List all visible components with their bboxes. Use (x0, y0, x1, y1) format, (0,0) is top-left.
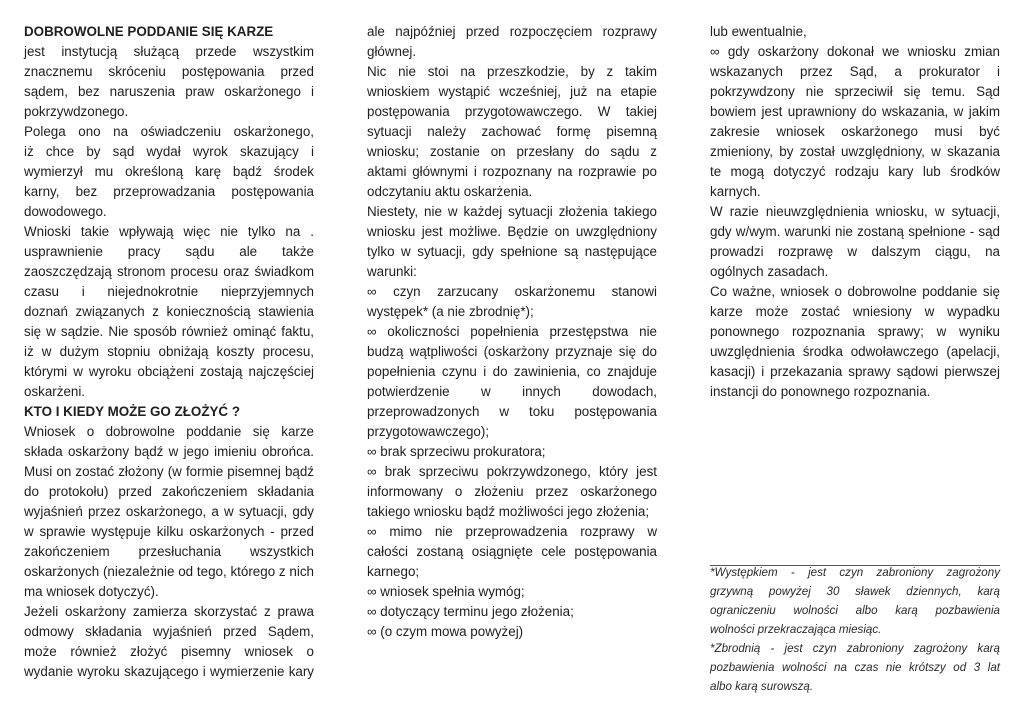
footnote-continuation: albo karą surowszą. (710, 680, 814, 693)
text-line: Wniosek o dobrowolne poddanie się karze (24, 424, 314, 439)
section-heading: KTO I KIEDY MOŻE GO ZŁOŻYĆ ? (24, 404, 240, 419)
text-line: aktami głównymi i rozpoznany na rozprawie po (367, 164, 657, 179)
text-line: prowadzi rozprawę w dalszym ciągu, na (710, 244, 1000, 259)
footnotes (710, 563, 1000, 696)
text-line: ponownego rozpoznania sprawy; w wyniku (710, 324, 1000, 339)
list-item: ∞ brak sprzeciwu prokuratora; (367, 444, 546, 459)
text-line: postępowania przygotowawczego. W takiej (367, 104, 657, 119)
text-line: bowiem jest uprawniony do wskazania, w jakim (710, 104, 1000, 119)
footnote-continuation: wolności przekraczająca miesiąc. (710, 623, 882, 636)
text-line: znacznemu skróceniu postępowania przed (24, 64, 314, 79)
text-line: zakresie wniosek oskarżonego musi być (710, 124, 1000, 139)
text-line: do protokołu) przed zakończeniem składania (24, 484, 314, 499)
text-line: ∞ gdy oskarżony dokonał we wniosku zmian (710, 44, 1000, 59)
text-line: uwzględnienia środka odwoławczego (apelacji, (710, 344, 1000, 359)
footnote-continuation: pozbawienia wolności na czas nie krótszy od 3 lat (710, 661, 1000, 674)
text-line: w sprawie występuje kilku oskarżonych - przed (24, 524, 314, 539)
text-line: ogólnych zasadach. (710, 264, 829, 279)
text-line: doznań związanych z koniecznością stawienia (24, 304, 314, 319)
list-item: ∞ wniosek spełnia wymóg; (367, 584, 525, 599)
text-line: sądem, bez naruszenia praw oskarżonego i (24, 84, 314, 99)
list-item: ∞ (o czym mowa powyżej) (367, 624, 524, 639)
text-line: sytuacji należy zachować formę pisemną (367, 124, 657, 139)
text-line: się w sądzie. Nie sposób również ominąć faktu, (24, 324, 314, 339)
text-line: gdy w/wym. warunki nie zostaną spełnione - sąd (710, 224, 1000, 239)
footnote-item: *Występkiem - jest czyn zabroniony zagrożony (710, 566, 1000, 579)
text-line: wniosku; zostanie on przesłany do sądu z (367, 144, 657, 159)
list-item: ∞ mimo nie przeprowadzenia rozprawy w (367, 524, 657, 539)
text-line: Nic nie stoi na przeszkodzie, by z takim (367, 64, 657, 79)
text-line: karny, bez przeprowadzania postępowania (24, 184, 314, 199)
list-item-continuation: informowany o złożeniu przez oskarżonego (367, 484, 657, 499)
text-line: odczytaniu aktu oskarżenia. (367, 184, 533, 199)
list-item-continuation: przeprowadzonych w toku postępowania (367, 404, 657, 419)
text-line: kasacji) i przekazania sprawy sądowi pierwszej (710, 364, 1000, 379)
text-line: zaoszczędzają stronom procesu oraz świadkom (24, 264, 314, 279)
text-line: wskazanych przez Sąd, a prokurator i (710, 64, 1000, 79)
section-heading: DOBROWOLNE PODDANIE SIĘ KARZE (24, 24, 274, 39)
text-line: oskarżonych (niezależnie od tego, którego z nich (24, 564, 314, 579)
column-left (24, 22, 314, 682)
text-line: Jeżeli oskarżony zamierza skorzystać z prawa (24, 604, 314, 619)
text-line: dowodowego. (24, 204, 107, 219)
text-line: te mogą dotyczyć rodzaju kary lub środków (710, 164, 1000, 179)
list-item: ∞ czyn zarzucany oskarżonemu stanowi (367, 284, 657, 299)
text-line: karnych. (710, 184, 761, 199)
text-line: Musi on zostać złożony (w formie pisemnej bądź (24, 464, 314, 479)
text-line: pokrzywdzony nie sprzeciwił się temu. Sąd (710, 84, 1000, 99)
text-line: wymierzył mu określoną karę bądź środek (24, 164, 314, 179)
text-line: zmieniony, by został uwzględniony, w skazania (710, 144, 1000, 159)
footnote-continuation: grzywną powyżej 30 sławek dziennych, karą (710, 585, 1000, 598)
text-line: lub ewentualnie, (710, 24, 807, 39)
text-line: głównej. (367, 44, 417, 59)
text-line: pokrzywdzonego. (24, 104, 129, 119)
list-item: ∞ okoliczności popełnienia przestępstwa nie (367, 324, 657, 339)
text-line: zakończeniem przesłuchania wszystkich (24, 544, 314, 559)
text-line: wyjaśnień przez oskarżonego, a w sytuacji, gdy (24, 504, 314, 519)
list-item-continuation: potwierdzenie w innych dowodach, (367, 384, 657, 399)
text-line: wydanie wyroku skazującego i wymierzenie kary (24, 664, 314, 679)
list-item-continuation: całości zostaną osiągnięte cele postępowania (367, 544, 657, 559)
text-line: usprawnienie pracy sądu ale także (24, 244, 314, 259)
list-item-continuation: popełnienia czynu i do zawinienia, co znajduje (367, 364, 657, 379)
text-line: jest instytucją służącą przede wszystkim (24, 44, 314, 59)
text-line: Niestety, nie w każdej sytuacji złożenia takiego (367, 204, 657, 219)
text-line: wniosku jest możliwe. Będzie on uwzględniony (367, 224, 657, 239)
text-line: Wnioski takie wpływają więc nie tylko na . (24, 224, 314, 239)
list-item-continuation: karnego; (367, 564, 420, 579)
footnote-item: *Zbrodnią - jest czyn zabroniony zagrożony karą (710, 642, 1000, 655)
text-line: Polega ono na oświadczeniu oskarżonego, (24, 124, 314, 139)
text-line: instancji do ponownego rozpoznania. (710, 384, 931, 399)
text-line: W razie nieuwzględnienia wniosku, w sytuacji, (710, 204, 1000, 219)
text-line: ale najpóźniej przed rozpoczęciem rozprawy (367, 24, 657, 39)
text-line: iż w dużym stopniu obniżają koszty procesu, (24, 344, 314, 359)
text-line: składa oskarżony bądź w jego imieniu obrońca. (24, 444, 314, 459)
list-item-continuation: takiego wniosku bądź możliwości jego złożenia; (367, 504, 650, 519)
column-middle (367, 22, 657, 642)
text-line: odmowy składania wyjaśnień przed Sądem, (24, 624, 314, 639)
text-line: karze może zostać wniesiony w wypadku (710, 304, 1000, 319)
list-item: ∞ brak sprzeciwu pokrzywdzonego, który jest (367, 464, 657, 479)
text-line: czasu i niejednokrotnie nieprzyjemnych (24, 284, 314, 299)
text-line: warunki: (367, 264, 417, 279)
list-item-continuation: przygotowawczego); (367, 424, 490, 439)
text-line: wnioskiem wystąpić wcześniej, już na etapie (367, 84, 657, 99)
text-line: Co ważne, wniosek o dobrowolne poddanie się (710, 284, 1000, 299)
text-line: ma wniosek dotyczyć). (24, 584, 159, 599)
text-line: oskarżeni. (24, 384, 86, 399)
text-line: którymi w wyroku obciążeni zostają najczęściej (24, 364, 314, 379)
column-right (710, 22, 1000, 402)
text-line: może również złożyć pisemny wniosek o (24, 644, 314, 659)
list-item-continuation: występek* (a nie zbrodnię*); (367, 304, 534, 319)
text-line: tylko w sytuacji, gdy spełnione są następujące (367, 244, 657, 259)
list-item: ∞ dotyczący terminu jego złożenia; (367, 604, 574, 619)
text-line: iż chce by sąd wydał wyrok skazujący i (24, 144, 314, 159)
list-item-continuation: budzą wątpliwości (oskarżony przyznaje się do (367, 344, 657, 359)
footnote-continuation: ograniczeniu wolności albo karą pozbawienia (710, 604, 1000, 617)
